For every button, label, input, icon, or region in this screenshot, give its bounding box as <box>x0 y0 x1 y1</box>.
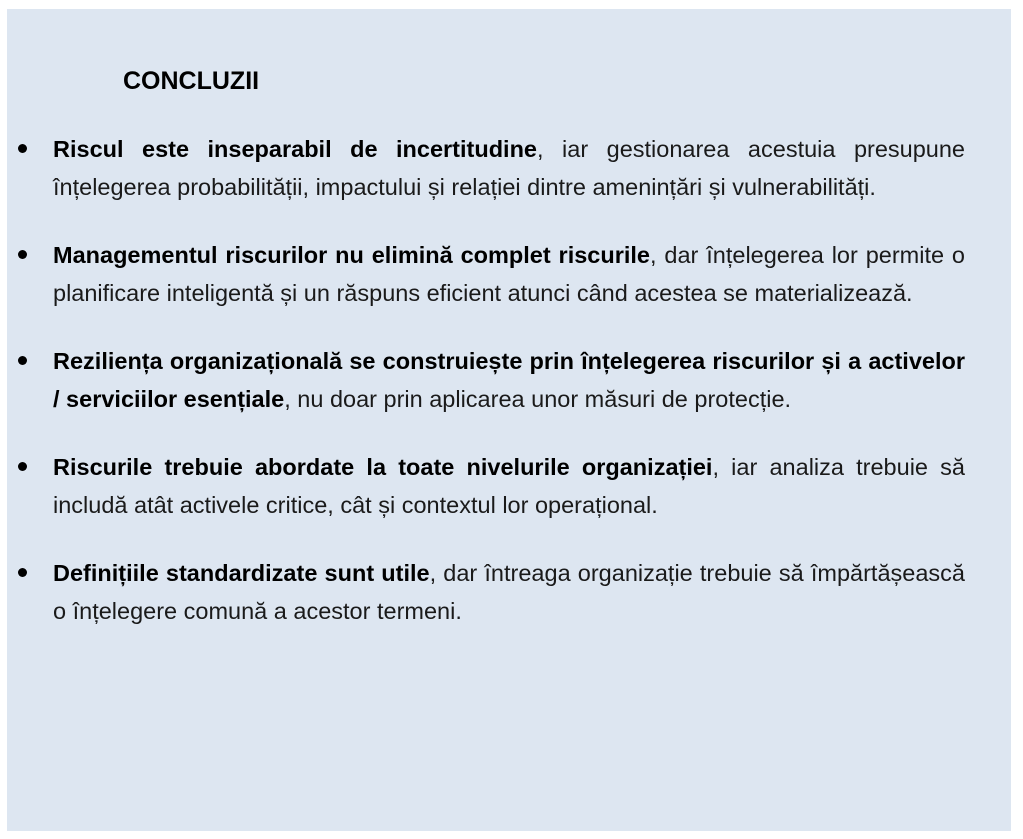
list-item <box>7 342 1011 418</box>
bullet-icon <box>18 462 27 471</box>
bullet-text <box>53 236 965 312</box>
bullet-text <box>53 554 965 630</box>
bullet-bold-phrase: Definițiile standardizate sunt utile <box>53 560 430 586</box>
bullet-rest-text: , dar înțelegerea lor permite o planificare inteligentă și un răspuns eficient atunci când acestea se materializează. <box>53 242 966 306</box>
list-item <box>7 130 1011 206</box>
bullet-rest-text: , iar analiza trebuie să includă atât activele critice, cât și contextul lor operațional. <box>53 454 965 518</box>
list-item <box>7 448 1011 524</box>
bullet-bold-phrase: Riscurile trebuie abordate la toate nivelurile organizației <box>53 454 713 480</box>
conclusions-panel <box>7 9 1011 831</box>
list-item <box>7 554 1011 630</box>
bullet-text <box>53 448 965 524</box>
bullet-bold-phrase: Riscul este inseparabil de incertitudine <box>53 136 538 162</box>
bullet-text <box>53 130 965 206</box>
bullet-text <box>53 342 965 418</box>
conclusions-list <box>7 130 1011 660</box>
list-item <box>7 236 1011 312</box>
bullet-rest-text: , nu doar prin aplicarea unor măsuri de protecție. <box>284 386 792 412</box>
bullet-rest-text: , iar gestionarea acestuia presupune înțelegerea probabilității, impactului și relației dintre amenințări și vulnerabilități. <box>53 136 966 200</box>
bullet-icon <box>18 144 27 153</box>
section-heading: CONCLUZII <box>123 67 260 95</box>
bullet-icon <box>18 356 27 365</box>
bullet-icon <box>18 568 27 577</box>
bullet-rest-text: , dar întreaga organizație trebuie să împărtășească o înțelegere comună a acestor termeni. <box>53 560 965 624</box>
bullet-bold-phrase: Reziliența organizațională se construiește prin înțelegerea riscurilor și a activelor / serviciilor esențiale <box>53 348 965 412</box>
bullet-icon <box>18 250 27 259</box>
bullet-bold-phrase: Managementul riscurilor nu elimină complet riscurile <box>53 242 650 268</box>
